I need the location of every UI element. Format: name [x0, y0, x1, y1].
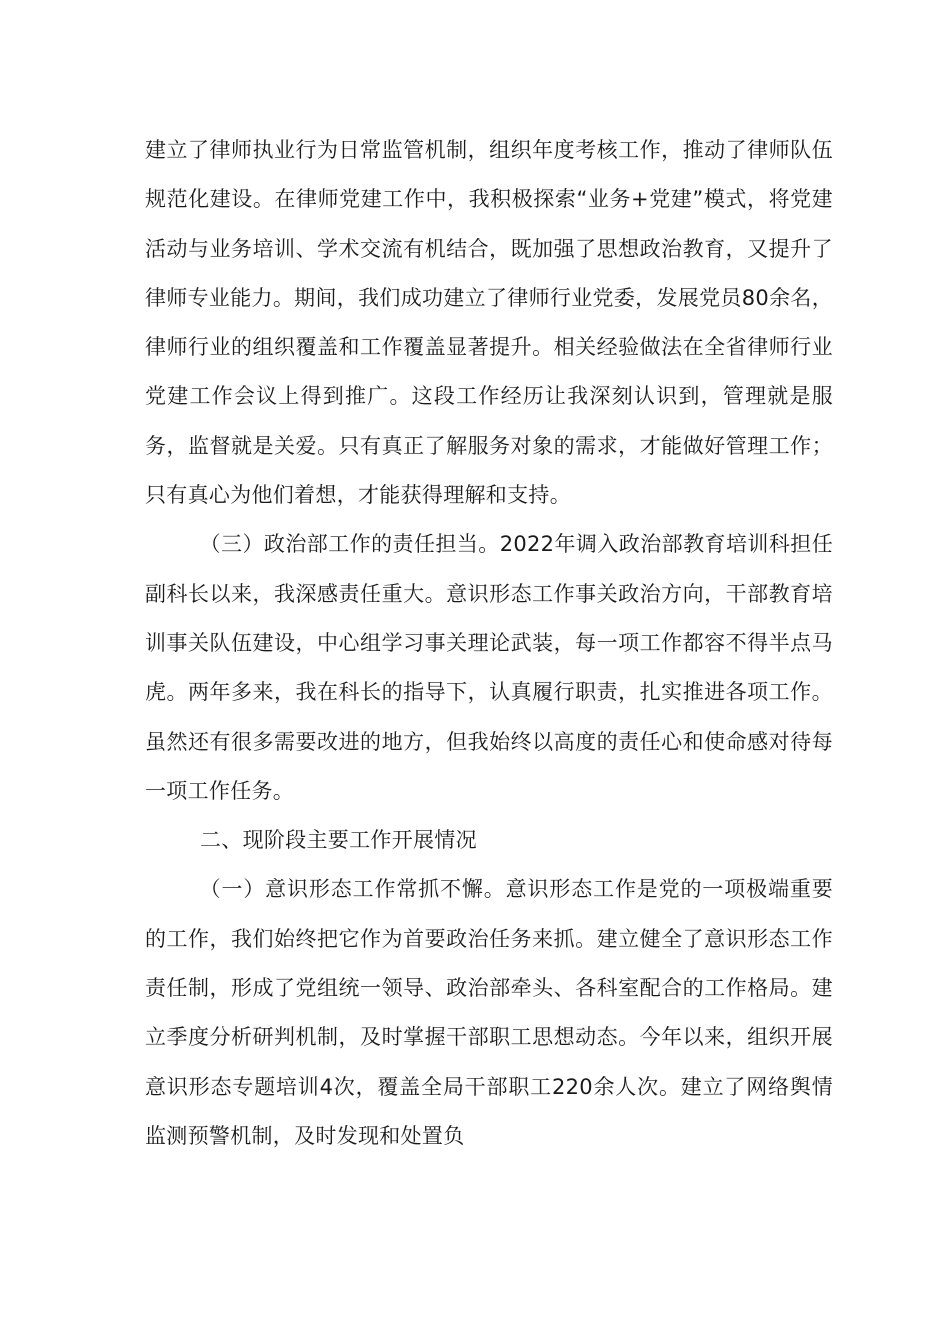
document-body: [145, 126, 833, 1161]
paragraph-continued: 建立了律师执业行为日常监管机制，组织年度考核工作，推动了律师队伍规范化建设。在律师党建工作中，我积极探索“业务+党建”模式，将党建活动与业务培训、学术交流有机结合，既加强了思想政治教育，又提升了律师专业能力。期间，我们成功建立了律师行业党委，发展党员80余名，律师行业的组织覆盖和工作覆盖显著提升。相关经验做法在全省律师行业党建工作会议上得到推广。这段工作经历让我深刻认识到，管理就是服务，监督就是关爱。只有真正了解服务对象的需求，才能做好管理工作；只有真心为他们着想，才能获得理解和支持。: [145, 138, 833, 508]
paragraph-section-three: （三）政治部工作的责任担当。2022年调入政治部教育培训科担任副科长以来，我深感责任重大。意识形态工作事关政治方向，干部教育培训事关队伍建设，中心组学习事关理论武装，每一项工作都容不得半点马虎。两年多来，我在科长的指导下，认真履行职责，扎实推进各项工作。虽然还有很多需要改进的地方，但我始终以高度的责任心和使命感对待每一项工作任务。: [145, 532, 833, 803]
section-heading: 二、现阶段主要工作开展情况: [200, 828, 477, 853]
paragraph-ideology-work: （一）意识形态工作常抓不懈。意识形态工作是党的一项极端重要的工作，我们始终把它作为首要政治任务来抓。建立健全了意识形态工作责任制，形成了党组统一领导、政治部牵头、各科室配合的工作格局。建立季度分析研判机制，及时掌握干部职工思想动态。今年以来，组织开展意识形态专题培训4次，覆盖全局干部职工220余人次。建立了网络舆情监测预警机制，及时发现和处置负: [145, 877, 833, 1148]
